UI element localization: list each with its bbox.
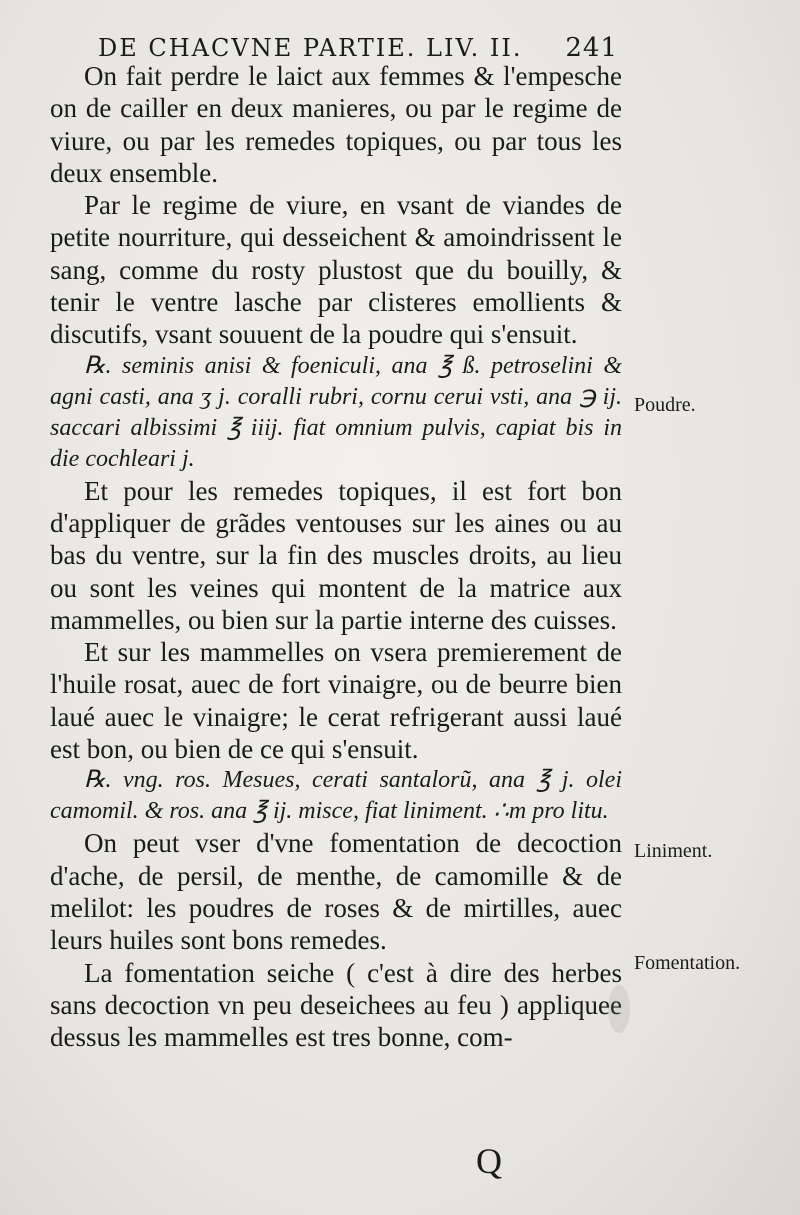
paragraph: Et sur les mammelles on vsera premierement de l'huile rosat, auec de fort vinaigre, ou de beurre bien laué auec le vinaigre; le cerat refrigerant aussi laué est bon, ou bien de ce qui s'ensuit. xyxy=(50,637,622,765)
paragraph: La fomentation seiche ( c'est à dire des herbes sans decoction vn peu deseichees au feu ) appliquee dessus les mammelles est tres bonne, com- xyxy=(50,957,622,1053)
body-text xyxy=(50,60,622,1053)
prescription: ℞. seminis anisi & foeniculi, ana ℥ ß. petroselini & agni casti, ana ʒ j. coralli rubri, cornu cerui vsti, ana ℈ ij. saccari albissimi ℥ iiij. fiat omnium pulvis, capiat bis in die cochleari j. xyxy=(50,352,622,472)
page-number: 241 xyxy=(565,33,618,63)
paper-stain xyxy=(608,985,630,1033)
prescription: ℞. vng. ros. Mesues, cerati santalorũ, ana ℥ j. olei camomil. & ros. ana ℥ ij. misce, fiat liniment. ∴m pro litu. xyxy=(50,767,622,825)
margin-note: Fomentation. xyxy=(634,952,741,974)
margin-note: Poudre. xyxy=(634,394,696,416)
margin-note: Liniment. xyxy=(634,840,713,862)
paragraph: Et pour les remedes topiques, il est fort bon d'appliquer de grãdes ventouses sur les aines ou au bas du ventre, sur la fin des muscles droits, au lieu ou sont les veines qui montent de la matrice aux mammelles, ou bien sur la partie interne des cuisses. xyxy=(50,475,622,635)
paragraph: On fait perdre le laict aux femmes & l'empesche on de cailler en deux manieres, ou par le regime de viure, ou par les remedes topiques, ou par tous les deux ensemble. xyxy=(50,61,622,188)
catchword: Q xyxy=(476,1141,502,1181)
paragraph: Par le regime de viure, en vsant de viandes de petite nourriture, qui desseichent & amoindrissent le sang, comme du rosty plustost que du bouilly, & tenir le ventre lasche par clisteres emollients & discutifs, vsant souuent de la poudre qui s'ensuit. xyxy=(50,190,622,350)
paragraph: On peut vser d'vne fomentation de decoction d'ache, de persil, de menthe, de camomille & de melilot: les poudres de roses & de mirtilles, auec leurs huiles sont bons remedes. xyxy=(50,828,622,956)
running-title: DE CHACVNE PARTIE. LIV. II. xyxy=(98,34,523,62)
